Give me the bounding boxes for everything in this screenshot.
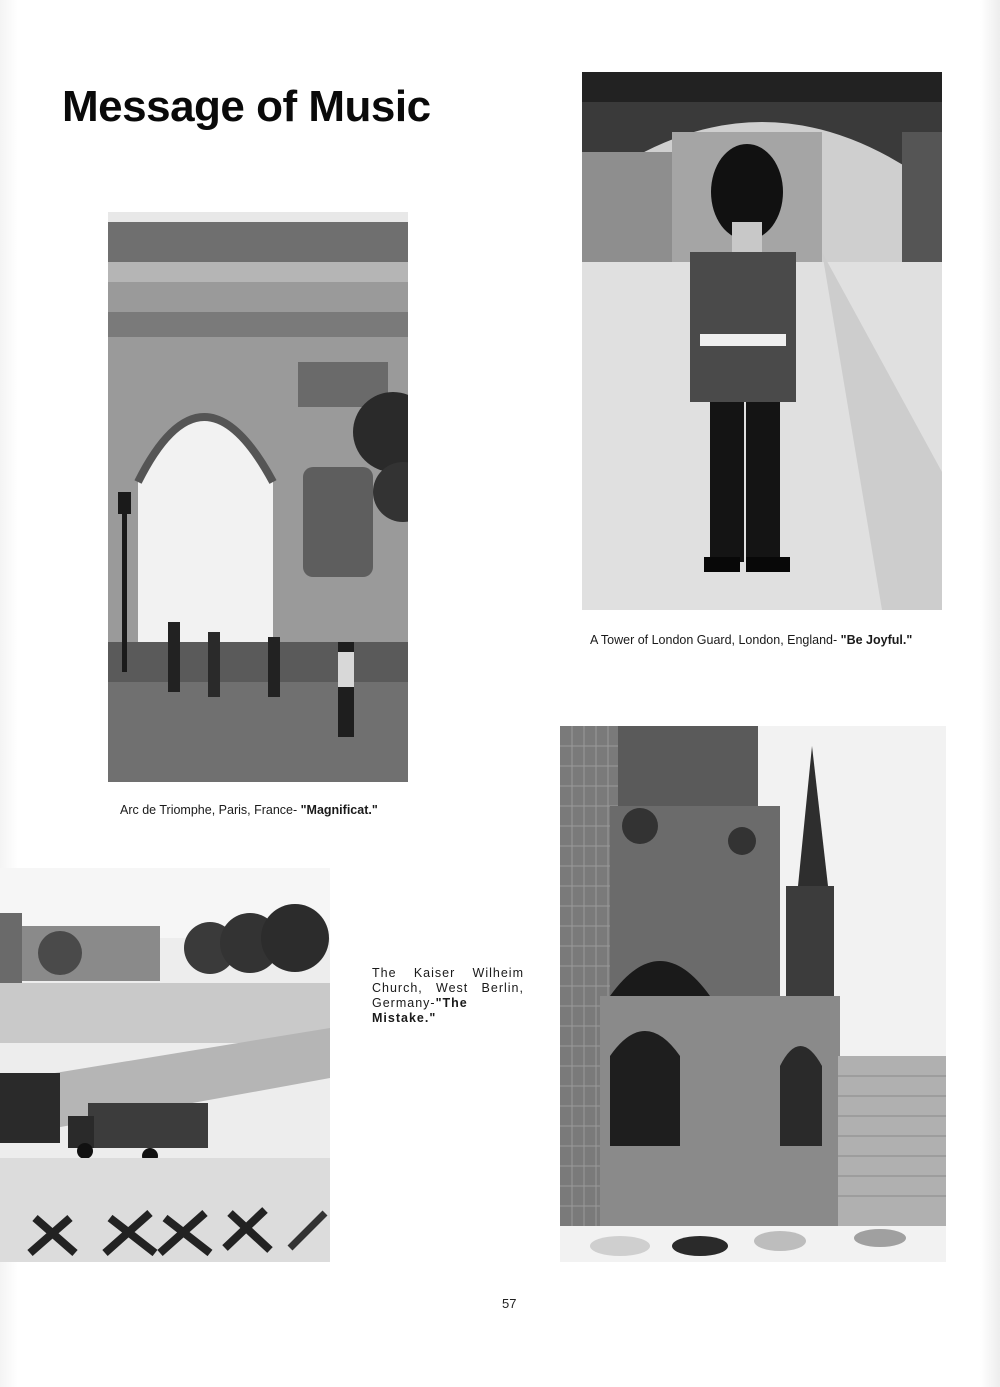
kaiser-wilhelm-church-photo — [560, 726, 946, 1262]
page-title: Message of Music — [62, 82, 431, 131]
page-number: 57 — [502, 1296, 517, 1311]
guard-caption-text: A Tower of London Guard, London, England- — [590, 633, 841, 647]
arc-de-triomphe-photo — [108, 212, 408, 782]
kaiser-caption-bold: "The Mistake." — [372, 996, 468, 1025]
arc-caption-text: Arc de Triomphe, Paris, France- — [120, 803, 301, 817]
berlin-wall-photo — [0, 868, 330, 1262]
arc-caption-bold: "Magnificat." — [300, 803, 378, 817]
arc-caption — [120, 803, 378, 817]
kaiser-caption — [372, 966, 524, 1026]
tower-guard-photo — [582, 72, 942, 610]
kaiser-caption-text: The Kaiser Wilheim Church, West Berlin, Germany- — [372, 966, 524, 1010]
guard-caption — [590, 633, 912, 647]
guard-caption-bold: "Be Joyful." — [840, 633, 913, 647]
